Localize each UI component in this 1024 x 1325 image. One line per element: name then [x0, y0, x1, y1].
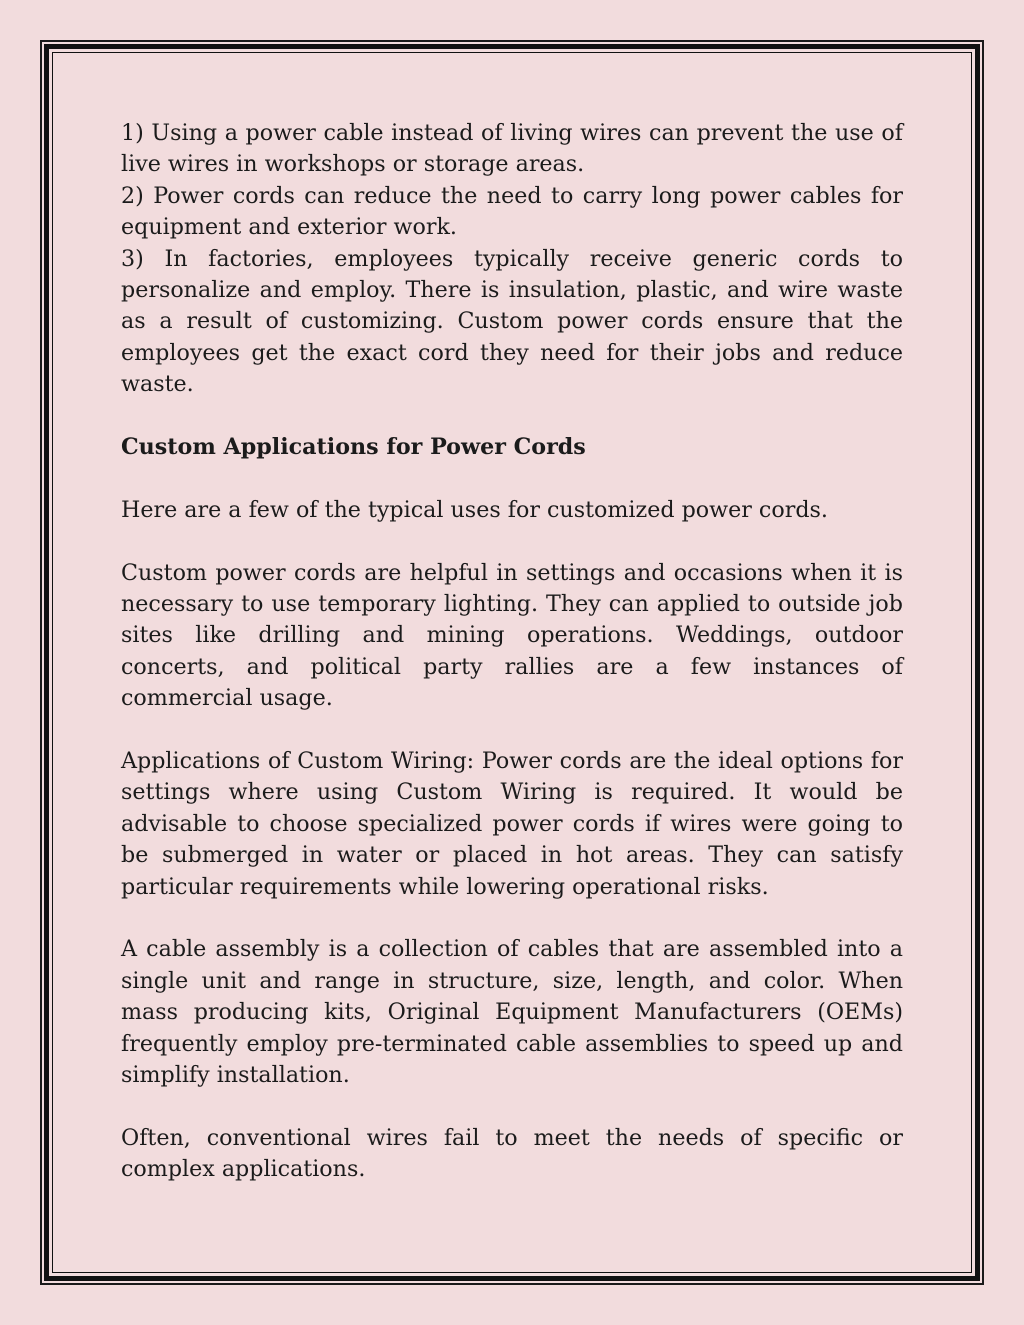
paragraph-intro: Here are a few of the typical uses for customized power cords. [121, 496, 828, 523]
section-heading: Custom Applications for Power Cords [121, 434, 586, 461]
document-body [121, 118, 903, 1186]
paragraph-cable-assembly: A cable assembly is a collection of cables that are assembled into a single unit and range in structure, size, length, and color. When mass producing kits, Original Equipment Manufacturers (OEMs) frequently employ pre-terminated cable assemblies to speed up and simplify installation. [121, 936, 903, 1089]
list-item-1: 1) Using a power cable instead of living wires can prevent the use of live wires in workshops or storage areas. [121, 120, 903, 178]
paragraph-conventional-wires: Often, conventional wires fail to meet the needs of specific or complex applications. [121, 1124, 903, 1183]
paragraph-custom-wiring: Applications of Custom Wiring: Power cords are the ideal options for settings where using Custom Wiring is required. It would be advisable to choose specialized power cords if wires were going to be submerged in water or placed in hot areas. They can satisfy particular requirements while lowering operational risks. [121, 748, 903, 900]
paragraph-temporary-lighting: Custom power cords are helpful in settings and occasions when it is necessary to use temporary lighting. They can applied to outside job sites like drilling and mining operations. Weddings, outdoor concerts, and political party rallies are a few instances of commercial usage. [121, 559, 903, 712]
list-item-3: 3) In factories, employees typically receive generic cords to personalize and employ. There is insulation, plastic, and wire waste as a result of customizing. Custom power cords ensure that the employees get the exact cord they need for their jobs and reduce waste. [121, 245, 903, 398]
list-item-2: 2) Power cords can reduce the need to carry long power cables for equipment and exterior work. [121, 182, 903, 241]
